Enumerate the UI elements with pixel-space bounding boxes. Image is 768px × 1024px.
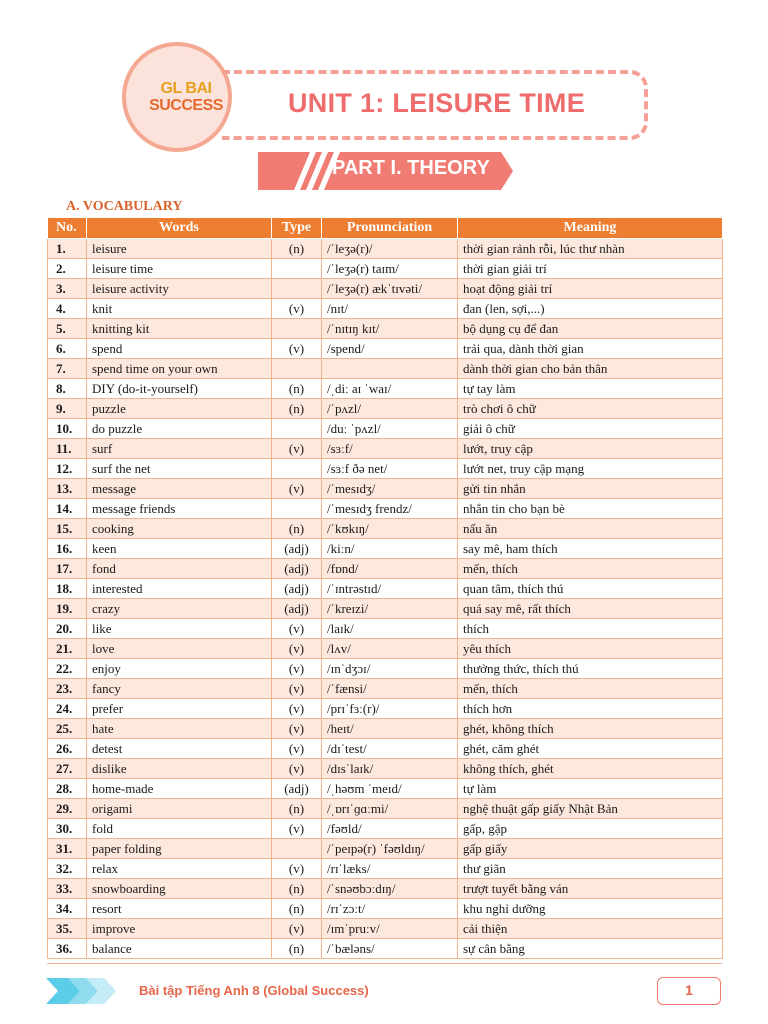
cell-meaning: quá say mê, rất thích bbox=[458, 599, 723, 619]
table-row bbox=[48, 699, 723, 719]
cell-pronunciation: /ˌdiː aɪ ˈwaɪ/ bbox=[322, 379, 458, 399]
table-row bbox=[48, 919, 723, 939]
cell-meaning: gửi tin nhắn bbox=[458, 479, 723, 499]
table-row bbox=[48, 599, 723, 619]
cell-meaning: nấu ăn bbox=[458, 519, 723, 539]
header-pronunciation: Pronunciation bbox=[322, 218, 458, 239]
cell-type: (v) bbox=[272, 479, 322, 499]
cell-no: 8. bbox=[48, 379, 87, 399]
cell-pronunciation: /rɪˈzɔːt/ bbox=[322, 899, 458, 919]
cell-meaning: gấp giấy bbox=[458, 839, 723, 859]
header-words: Words bbox=[87, 218, 272, 239]
part-title: PART I. THEORY bbox=[332, 157, 490, 179]
cell-no: 16. bbox=[48, 539, 87, 559]
cell-type bbox=[272, 499, 322, 519]
logo-line2: SUCCESS bbox=[149, 97, 223, 114]
table-row bbox=[48, 839, 723, 859]
footer-divider bbox=[47, 963, 722, 964]
cell-meaning: tự tay làm bbox=[458, 379, 723, 399]
cell-meaning: cải thiện bbox=[458, 919, 723, 939]
unit-title: UNIT 1: LEISURE TIME bbox=[288, 88, 586, 118]
cell-no: 10. bbox=[48, 419, 87, 439]
cell-no: 14. bbox=[48, 499, 87, 519]
cell-word: hate bbox=[87, 719, 272, 739]
cell-no: 25. bbox=[48, 719, 87, 739]
header-meaning: Meaning bbox=[458, 218, 723, 239]
cell-pronunciation: /kiːn/ bbox=[322, 539, 458, 559]
table-row bbox=[48, 459, 723, 479]
cell-meaning: ghét, không thích bbox=[458, 719, 723, 739]
cell-meaning: lướt net, truy cập mạng bbox=[458, 459, 723, 479]
cell-meaning: gấp, gập bbox=[458, 819, 723, 839]
cell-type: (n) bbox=[272, 239, 322, 259]
table-row bbox=[48, 719, 723, 739]
table-row bbox=[48, 339, 723, 359]
cell-word: fancy bbox=[87, 679, 272, 699]
cell-pronunciation: /sɜːf/ bbox=[322, 439, 458, 459]
logo-line1: GL BAI bbox=[160, 80, 212, 97]
cell-word: leisure bbox=[87, 239, 272, 259]
table-row bbox=[48, 859, 723, 879]
cell-word: keen bbox=[87, 539, 272, 559]
table-row bbox=[48, 539, 723, 559]
cell-meaning: trải qua, dành thời gian bbox=[458, 339, 723, 359]
table-row bbox=[48, 619, 723, 639]
table-row bbox=[48, 559, 723, 579]
cell-type: (v) bbox=[272, 679, 322, 699]
cell-word: like bbox=[87, 619, 272, 639]
cell-word: leisure time bbox=[87, 259, 272, 279]
cell-type: (adj) bbox=[272, 559, 322, 579]
cell-type: (v) bbox=[272, 659, 322, 679]
cell-no: 26. bbox=[48, 739, 87, 759]
table-row bbox=[48, 279, 723, 299]
cell-word: leisure activity bbox=[87, 279, 272, 299]
cell-pronunciation: /ˈkʊkɪŋ/ bbox=[322, 519, 458, 539]
table-row bbox=[48, 679, 723, 699]
cell-no: 35. bbox=[48, 919, 87, 939]
cell-pronunciation: /fɒnd/ bbox=[322, 559, 458, 579]
table-row bbox=[48, 799, 723, 819]
cell-pronunciation: /ˈkreɪzi/ bbox=[322, 599, 458, 619]
cell-meaning: giải ô chữ bbox=[458, 419, 723, 439]
cell-pronunciation: /ˈmesɪdʒ frendz/ bbox=[322, 499, 458, 519]
logo bbox=[138, 80, 234, 114]
cell-meaning: quan tâm, thích thú bbox=[458, 579, 723, 599]
cell-no: 13. bbox=[48, 479, 87, 499]
table-row bbox=[48, 879, 723, 899]
cell-word: surf the net bbox=[87, 459, 272, 479]
cell-meaning: dành thời gian cho bản thân bbox=[458, 359, 723, 379]
cell-meaning: nhắn tin cho bạn bè bbox=[458, 499, 723, 519]
cell-meaning: thư giãn bbox=[458, 859, 723, 879]
cell-meaning: mến, thích bbox=[458, 559, 723, 579]
table-row bbox=[48, 479, 723, 499]
cell-no: 15. bbox=[48, 519, 87, 539]
cell-word: dislike bbox=[87, 759, 272, 779]
cell-pronunciation: /heɪt/ bbox=[322, 719, 458, 739]
cell-no: 5. bbox=[48, 319, 87, 339]
cell-word: fond bbox=[87, 559, 272, 579]
cell-pronunciation: /rɪˈlæks/ bbox=[322, 859, 458, 879]
cell-word: paper folding bbox=[87, 839, 272, 859]
cell-no: 33. bbox=[48, 879, 87, 899]
cell-meaning: lướt, truy cập bbox=[458, 439, 723, 459]
table-header-row bbox=[48, 218, 723, 239]
cell-no: 1. bbox=[48, 239, 87, 259]
cell-no: 36. bbox=[48, 939, 87, 959]
cell-pronunciation: /duː ˈpʌzl/ bbox=[322, 419, 458, 439]
table-row bbox=[48, 379, 723, 399]
section-title: A. VOCABULARY bbox=[66, 199, 183, 214]
table-row bbox=[48, 739, 723, 759]
cell-word: puzzle bbox=[87, 399, 272, 419]
cell-pronunciation: /ɪmˈpruːv/ bbox=[322, 919, 458, 939]
cell-pronunciation: /fəʊld/ bbox=[322, 819, 458, 839]
cell-meaning: yêu thích bbox=[458, 639, 723, 659]
cell-no: 34. bbox=[48, 899, 87, 919]
cell-no: 20. bbox=[48, 619, 87, 639]
cell-type: (n) bbox=[272, 379, 322, 399]
cell-meaning: đan (len, sợi,...) bbox=[458, 299, 723, 319]
cell-pronunciation: /ˈleʒə(r)/ bbox=[322, 239, 458, 259]
cell-no: 2. bbox=[48, 259, 87, 279]
cell-type: (v) bbox=[272, 759, 322, 779]
cell-type bbox=[272, 279, 322, 299]
cell-meaning: mến, thích bbox=[458, 679, 723, 699]
cell-meaning: thích bbox=[458, 619, 723, 639]
table-row bbox=[48, 439, 723, 459]
cell-word: DIY (do-it-yourself) bbox=[87, 379, 272, 399]
cell-pronunciation bbox=[322, 359, 458, 379]
cell-pronunciation: /prɪˈfɜː(r)/ bbox=[322, 699, 458, 719]
table-row bbox=[48, 779, 723, 799]
cell-word: fold bbox=[87, 819, 272, 839]
cell-word: knit bbox=[87, 299, 272, 319]
cell-meaning: trò chơi ô chữ bbox=[458, 399, 723, 419]
cell-type: (n) bbox=[272, 899, 322, 919]
cell-no: 27. bbox=[48, 759, 87, 779]
cell-type: (v) bbox=[272, 439, 322, 459]
cell-type: (v) bbox=[272, 919, 322, 939]
cell-type: (adj) bbox=[272, 779, 322, 799]
cell-word: enjoy bbox=[87, 659, 272, 679]
cell-meaning: thời gian giải trí bbox=[458, 259, 723, 279]
cell-word: interested bbox=[87, 579, 272, 599]
cell-meaning: bộ dụng cụ để đan bbox=[458, 319, 723, 339]
cell-word: message friends bbox=[87, 499, 272, 519]
cell-no: 6. bbox=[48, 339, 87, 359]
cell-pronunciation: /ˈfænsi/ bbox=[322, 679, 458, 699]
table-row bbox=[48, 259, 723, 279]
cell-no: 23. bbox=[48, 679, 87, 699]
cell-meaning: thích hơn bbox=[458, 699, 723, 719]
cell-type: (v) bbox=[272, 619, 322, 639]
table-row bbox=[48, 359, 723, 379]
cell-pronunciation: /ˈleʒə(r) ækˈtɪvəti/ bbox=[322, 279, 458, 299]
cell-word: love bbox=[87, 639, 272, 659]
cell-no: 31. bbox=[48, 839, 87, 859]
cell-type: (adj) bbox=[272, 599, 322, 619]
cell-pronunciation: /ˈleʒə(r) taɪm/ bbox=[322, 259, 458, 279]
cell-pronunciation: /ˈɪntrəstɪd/ bbox=[322, 579, 458, 599]
cell-meaning: say mê, ham thích bbox=[458, 539, 723, 559]
cell-pronunciation: /ɪnˈdʒɔɪ/ bbox=[322, 659, 458, 679]
cell-type: (n) bbox=[272, 519, 322, 539]
cell-type: (v) bbox=[272, 859, 322, 879]
cell-word: resort bbox=[87, 899, 272, 919]
header-no: No. bbox=[48, 218, 87, 239]
cell-no: 28. bbox=[48, 779, 87, 799]
page-number: 1 bbox=[657, 977, 721, 1005]
cell-no: 30. bbox=[48, 819, 87, 839]
cell-meaning: ghét, căm ghét bbox=[458, 739, 723, 759]
cell-no: 29. bbox=[48, 799, 87, 819]
table-row bbox=[48, 239, 723, 259]
cell-no: 11. bbox=[48, 439, 87, 459]
cell-no: 4. bbox=[48, 299, 87, 319]
cell-type bbox=[272, 419, 322, 439]
table-row bbox=[48, 499, 723, 519]
table-row bbox=[48, 319, 723, 339]
cell-word: snowboarding bbox=[87, 879, 272, 899]
cell-pronunciation: /laɪk/ bbox=[322, 619, 458, 639]
cell-word: balance bbox=[87, 939, 272, 959]
table-row bbox=[48, 579, 723, 599]
book-title: Bài tập Tiếng Anh 8 (Global Success) bbox=[139, 983, 369, 998]
cell-type: (n) bbox=[272, 399, 322, 419]
table-row bbox=[48, 299, 723, 319]
cell-type bbox=[272, 259, 322, 279]
cell-pronunciation: /lʌv/ bbox=[322, 639, 458, 659]
cell-pronunciation: /ˈbæləns/ bbox=[322, 939, 458, 959]
cell-pronunciation: /nɪt/ bbox=[322, 299, 458, 319]
table-row bbox=[48, 819, 723, 839]
cell-type bbox=[272, 359, 322, 379]
cell-pronunciation: /ˈnɪtɪŋ kɪt/ bbox=[322, 319, 458, 339]
cell-type bbox=[272, 459, 322, 479]
cell-no: 3. bbox=[48, 279, 87, 299]
cell-word: relax bbox=[87, 859, 272, 879]
cell-pronunciation: /dɪˈtest/ bbox=[322, 739, 458, 759]
cell-word: improve bbox=[87, 919, 272, 939]
cell-type bbox=[272, 839, 322, 859]
cell-type: (v) bbox=[272, 739, 322, 759]
cell-pronunciation: /sɜːf ðə net/ bbox=[322, 459, 458, 479]
cell-pronunciation: /dɪsˈlaɪk/ bbox=[322, 759, 458, 779]
cell-meaning: sự cân bằng bbox=[458, 939, 723, 959]
cell-type: (n) bbox=[272, 939, 322, 959]
cell-meaning: thưởng thức, thích thú bbox=[458, 659, 723, 679]
table-row bbox=[48, 639, 723, 659]
cell-word: detest bbox=[87, 739, 272, 759]
cell-word: prefer bbox=[87, 699, 272, 719]
cell-meaning: không thích, ghét bbox=[458, 759, 723, 779]
cell-word: crazy bbox=[87, 599, 272, 619]
cell-no: 19. bbox=[48, 599, 87, 619]
cell-word: spend time on your own bbox=[87, 359, 272, 379]
cell-word: surf bbox=[87, 439, 272, 459]
cell-pronunciation: /ˌɒrɪˈɡɑːmi/ bbox=[322, 799, 458, 819]
cell-word: knitting kit bbox=[87, 319, 272, 339]
cell-pronunciation: /ˈsnəʊbɔːdɪŋ/ bbox=[322, 879, 458, 899]
cell-word: home-made bbox=[87, 779, 272, 799]
cell-pronunciation: /ˈpʌzl/ bbox=[322, 399, 458, 419]
cell-meaning: trượt tuyết bằng ván bbox=[458, 879, 723, 899]
cell-type: (v) bbox=[272, 299, 322, 319]
cell-meaning: tự làm bbox=[458, 779, 723, 799]
cell-pronunciation: /spend/ bbox=[322, 339, 458, 359]
cell-pronunciation: /ˌhəʊm ˈmeɪd/ bbox=[322, 779, 458, 799]
cell-word: spend bbox=[87, 339, 272, 359]
cell-type: (v) bbox=[272, 699, 322, 719]
cell-pronunciation: /ˈpeɪpə(r) ˈfəʊldɪŋ/ bbox=[322, 839, 458, 859]
cell-word: do puzzle bbox=[87, 419, 272, 439]
cell-no: 17. bbox=[48, 559, 87, 579]
cell-word: origami bbox=[87, 799, 272, 819]
cell-no: 22. bbox=[48, 659, 87, 679]
cell-meaning: khu nghỉ dưỡng bbox=[458, 899, 723, 919]
cell-type: (n) bbox=[272, 879, 322, 899]
cell-meaning: hoạt động giải trí bbox=[458, 279, 723, 299]
table-row bbox=[48, 899, 723, 919]
vocabulary-table bbox=[47, 217, 723, 959]
table-row bbox=[48, 419, 723, 439]
cell-type: (adj) bbox=[272, 579, 322, 599]
table-row bbox=[48, 659, 723, 679]
cell-no: 21. bbox=[48, 639, 87, 659]
header-type: Type bbox=[272, 218, 322, 239]
cell-word: message bbox=[87, 479, 272, 499]
cell-meaning: nghệ thuật gấp giấy Nhật Bản bbox=[458, 799, 723, 819]
cell-no: 18. bbox=[48, 579, 87, 599]
cell-type: (adj) bbox=[272, 539, 322, 559]
chevron-arrows-icon bbox=[46, 976, 120, 1006]
cell-type: (n) bbox=[272, 799, 322, 819]
cell-type: (v) bbox=[272, 719, 322, 739]
table-row bbox=[48, 399, 723, 419]
cell-word: cooking bbox=[87, 519, 272, 539]
table-row bbox=[48, 759, 723, 779]
table-row bbox=[48, 519, 723, 539]
cell-no: 32. bbox=[48, 859, 87, 879]
cell-meaning: thời gian rảnh rỗi, lúc thư nhàn bbox=[458, 239, 723, 259]
cell-no: 24. bbox=[48, 699, 87, 719]
cell-no: 7. bbox=[48, 359, 87, 379]
cell-no: 12. bbox=[48, 459, 87, 479]
cell-no: 9. bbox=[48, 399, 87, 419]
cell-type: (v) bbox=[272, 819, 322, 839]
table-row bbox=[48, 939, 723, 959]
cell-type bbox=[272, 319, 322, 339]
cell-pronunciation: /ˈmesɪdʒ/ bbox=[322, 479, 458, 499]
cell-type: (v) bbox=[272, 639, 322, 659]
table-body bbox=[48, 239, 723, 959]
cell-type: (v) bbox=[272, 339, 322, 359]
